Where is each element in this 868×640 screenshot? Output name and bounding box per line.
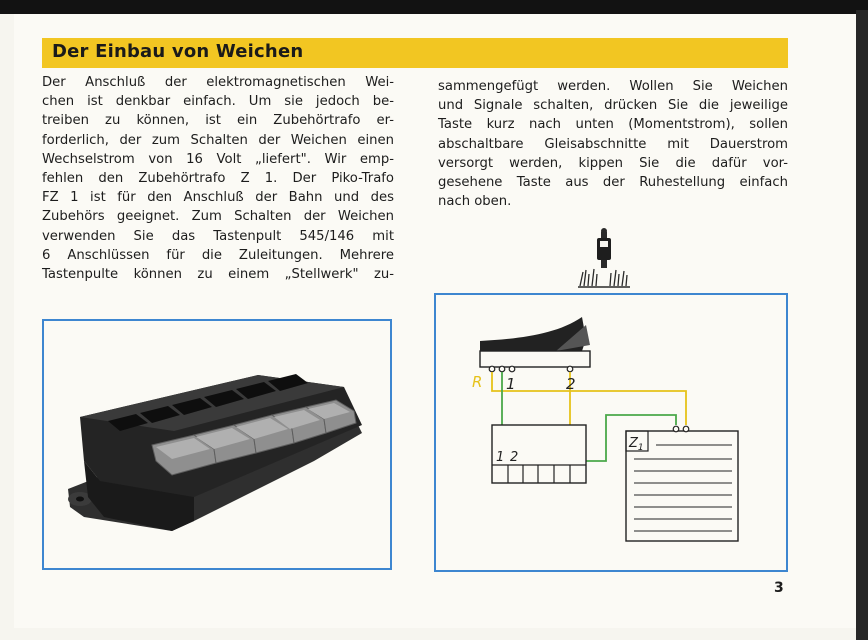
panel-label-1: 1 [496, 450, 505, 465]
text-line: FZ 1 ist für den Anschluß der Bahn und des [42, 190, 394, 206]
switch-panel-photo [44, 321, 390, 568]
heading-bar [42, 38, 788, 68]
text-line: gesehene Taste aus der Ruhestellung einfach [438, 175, 788, 191]
signal-icon [574, 226, 634, 292]
label-r: R [472, 373, 483, 391]
text-line: fehlen den Zubehörtrafo Z 1. Der Piko-Trafo [42, 171, 394, 187]
transformer-label: $Z_1$ [629, 436, 644, 453]
text-line: Tastenpulte können zu einem „Stellwerk" zu- [42, 267, 394, 283]
page-number: 3 [774, 580, 784, 596]
text-line: nach oben. [438, 194, 512, 210]
label-1: 1 [506, 375, 516, 393]
panel-label-2: 2 [510, 450, 519, 465]
text-line: versorgt werden, kippen Sie die dafür vor- [438, 155, 788, 171]
text-line: chen ist denkbar einfach. Um sie jedoch be- [42, 94, 394, 110]
switch-panel-photo-frame [42, 319, 392, 570]
text-line: Taste kurz nach unten (Momentstrom), sollen [438, 117, 788, 133]
text-line: Der Anschluß der elektromagnetischen Wei- [42, 75, 394, 90]
text-line: verwenden Sie das Tastenpult 545/146 mit [42, 228, 394, 244]
scan-top-edge [0, 0, 868, 14]
wiring-diagram [436, 295, 786, 570]
label-2: 2 [566, 375, 576, 393]
text-line: 6 Anschlüssen für die Zuleitungen. Mehrere [42, 247, 394, 263]
scan-right-edge [856, 10, 868, 640]
text-line: Zubehörs geeignet. Zum Schalten der Weichen [42, 209, 394, 225]
text-line: und Signale schalten, drücken Sie die jeweilige [438, 98, 788, 114]
page-heading: Der Einbau von Weichen [52, 41, 304, 62]
text-line: sammengefügt werden. Wollen Sie Weichen [438, 79, 788, 94]
text-line: abschaltbare Gleisabschnitte mit Dauerstrom [438, 136, 788, 152]
text-line: treiben zu können, ist ein Zubehörtrafo er- [42, 113, 394, 129]
book-page [14, 14, 856, 628]
left-text-column [42, 73, 394, 284]
text-line: Wechselstrom von 16 Volt „liefert". Wir emp- [42, 151, 394, 167]
right-text-column [438, 77, 788, 211]
text-line: forderlich, der zum Schalten der Weichen einen [42, 132, 394, 148]
wiring-diagram-frame [434, 293, 788, 572]
